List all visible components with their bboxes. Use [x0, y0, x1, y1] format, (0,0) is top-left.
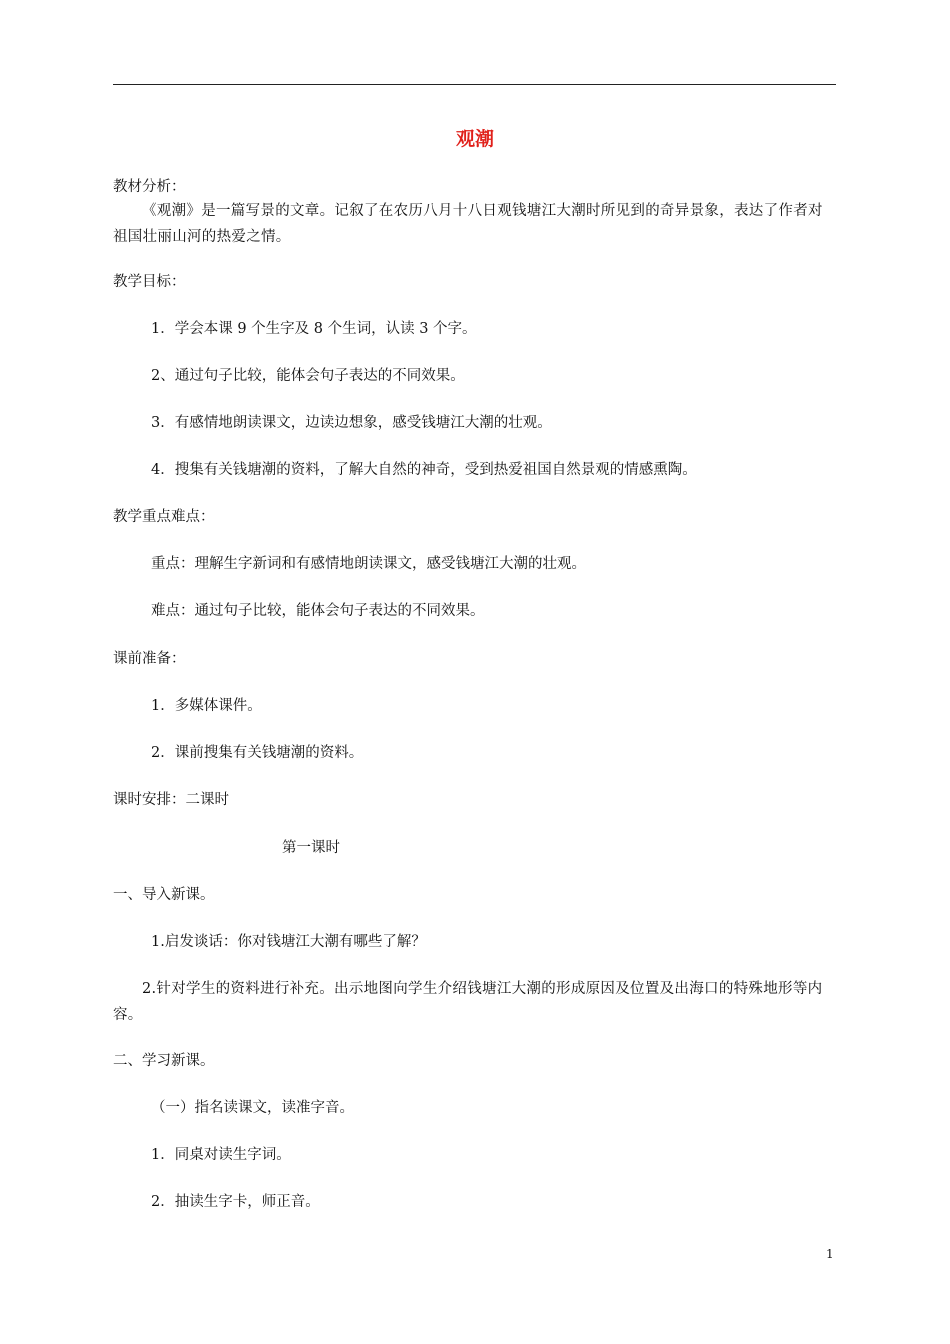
keypoint-text: 重点：理解生字新词和有感情地朗读课文，感受钱塘江大潮的壮观。: [151, 556, 586, 572]
part1-item: 2.针对学生的资料进行补充。出示地图向学生介绍钱塘江大潮的形成原因及位置及出海口的特殊地形等内容。: [113, 981, 823, 1023]
part2-item: 2．抽读生字卡，师正音。: [151, 1194, 320, 1210]
lesson-title: 第一课时: [282, 840, 340, 856]
goal-item: 1．学会本课 9 个生字及 8 个生词，认读 3 个字。: [151, 321, 477, 337]
header-rule: [113, 84, 836, 85]
part1-item: 1.启发谈话：你对钱塘江大潮有哪些了解？: [151, 934, 426, 950]
goal-item: 4．搜集有关钱塘潮的资料，了解大自然的神奇，受到热爱祖国自然景观的情感熏陶。: [151, 462, 697, 478]
schedule-text: 课时安排：二课时: [113, 792, 229, 808]
prep-heading: 课前准备：: [113, 651, 186, 667]
part2-item: 1．同桌对读生字词。: [151, 1147, 291, 1163]
keypoints-heading: 教学重点难点：: [113, 509, 215, 525]
analysis-text: 《观潮》是一篇写景的文章。记叙了在农历八月十八日观钱塘江大潮时所见到的奇异景象，表达了作者对祖国壮丽山河的热爱之情。: [113, 203, 823, 245]
page-number: 1: [826, 1247, 834, 1261]
difficulty-text: 难点：通过句子比较，能体会句子表达的不同效果。: [151, 603, 485, 619]
prep-item: 2．课前搜集有关钱塘潮的资料。: [151, 745, 364, 761]
goals-heading: 教学目标：: [113, 274, 186, 290]
part2-heading: 二、学习新课。: [113, 1053, 215, 1069]
goal-item: 2、通过句子比较，能体会句子表达的不同效果。: [151, 368, 465, 384]
prep-item: 1．多媒体课件。: [151, 698, 262, 714]
document-title: 观潮: [455, 128, 494, 150]
part1-heading: 一、导入新课。: [113, 887, 215, 903]
analysis-heading: 教材分析：: [113, 179, 186, 195]
goal-item: 3．有感情地朗读课文，边读边想象，感受钱塘江大潮的壮观。: [151, 415, 552, 431]
part2-subheading: （一）指名读课文，读准字音。: [151, 1100, 354, 1116]
